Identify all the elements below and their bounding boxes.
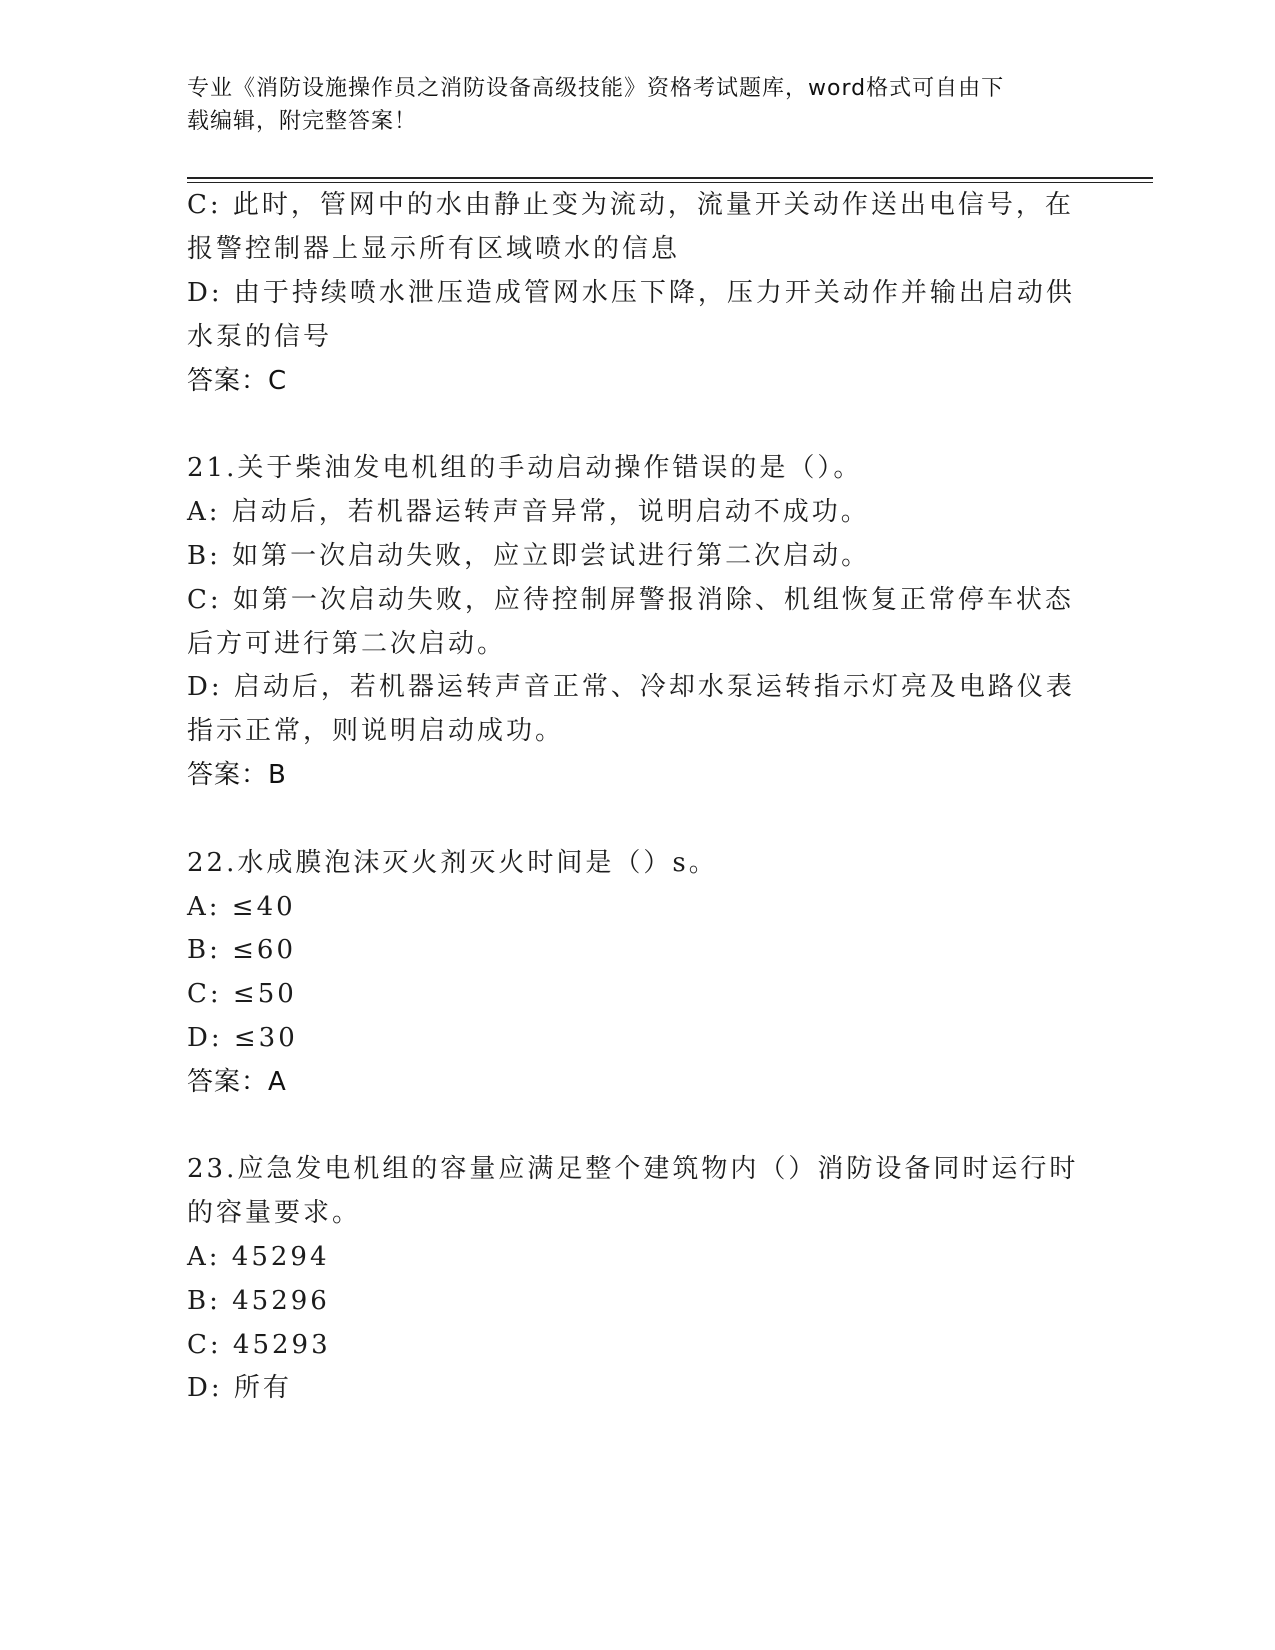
document-header bbox=[187, 72, 1067, 138]
header-divider-thin bbox=[187, 182, 1153, 183]
q21-stem: 21.关于柴油发电机组的手动启动操作错误的是（）。 bbox=[187, 453, 863, 483]
q21-option-c-line-1: C: 如第一次启动失败，应待控制屏警报消除、机组恢复正常停车状态 bbox=[187, 585, 1074, 615]
q23-option-d: D: 所有 bbox=[187, 1373, 292, 1403]
prev-answer: 答案：C bbox=[187, 366, 288, 396]
header-divider-thick bbox=[187, 177, 1153, 179]
q23-option-c: C: 45293 bbox=[187, 1330, 331, 1360]
header-line-2: 载编辑，附完整答案！ bbox=[187, 109, 418, 134]
prev-option-c-line-2: 报警控制器上显示所有区域喷水的信息 bbox=[187, 234, 681, 264]
q21-option-d-line-2: 指示正常，则说明启动成功。 bbox=[187, 716, 565, 746]
q21-answer: 答案：B bbox=[187, 760, 287, 790]
header-line-1: 专业《消防设施操作员之消防设备高级技能》资格考试题库，word格式可自由下 bbox=[187, 76, 1005, 101]
q22-stem: 22.水成膜泡沫灭火剂灭火时间是（）s。 bbox=[187, 848, 718, 878]
q22-option-c: C: ≤50 bbox=[187, 979, 297, 1009]
q22-option-b: B: ≤60 bbox=[187, 935, 296, 965]
q21-option-b: B: 如第一次启动失败，应立即尝试进行第二次启动。 bbox=[187, 541, 871, 571]
q22-option-d: D: ≤30 bbox=[187, 1023, 298, 1053]
prev-option-d-line-2: 水泵的信号 bbox=[187, 322, 333, 352]
q23-stem-line-2: 的容量要求。 bbox=[187, 1198, 362, 1228]
q22-answer: 答案：A bbox=[187, 1067, 287, 1097]
q22-option-a: A: ≤40 bbox=[187, 892, 296, 922]
q21-option-a: A: 启动后，若机器运转声音异常，说明启动不成功。 bbox=[187, 497, 870, 527]
q21-option-c-line-2: 后方可进行第二次启动。 bbox=[187, 629, 507, 659]
q23-option-a: A: 45294 bbox=[187, 1242, 330, 1272]
prev-option-c-line-1: C: 此时，管网中的水由静止变为流动，流量开关动作送出电信号，在 bbox=[187, 190, 1074, 220]
q21-option-d-line-1: D: 启动后，若机器运转声音正常、冷却水泵运转指示灯亮及电路仪表 bbox=[187, 672, 1075, 702]
q23-option-b: B: 45296 bbox=[187, 1286, 330, 1316]
q23-stem-line-1: 23.应急发电机组的容量应满足整个建筑物内（）消防设备同时运行时 bbox=[187, 1154, 1079, 1184]
prev-option-d-line-1: D: 由于持续喷水泄压造成管网水压下降，压力开关动作并输出启动供 bbox=[187, 278, 1075, 308]
